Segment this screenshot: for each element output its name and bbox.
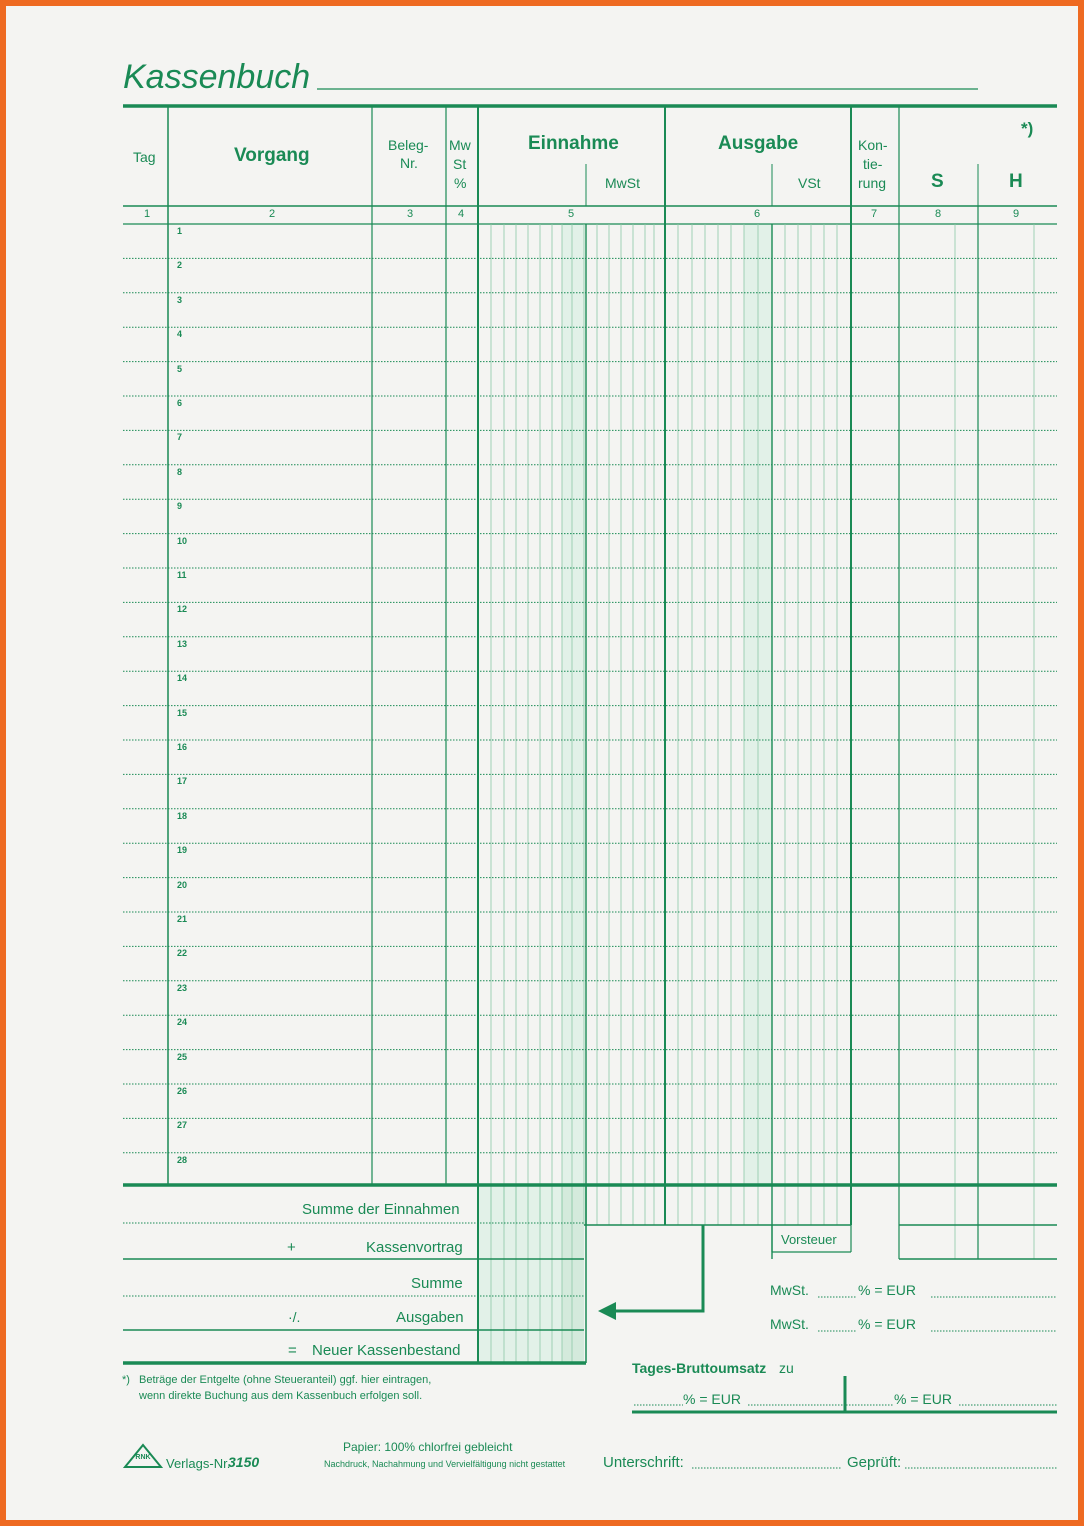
header-einnahme-mwst: MwSt: [605, 175, 640, 191]
row-number-25: 25: [177, 1051, 188, 1062]
row-number-20: 20: [177, 879, 188, 890]
row-number-15: 15: [177, 707, 188, 718]
footnote-line-2: wenn direkte Buchung aus dem Kassenbuch erfolgen soll.: [139, 1390, 423, 1402]
paper-note: Papier: 100% chlorfrei gebleicht: [343, 1440, 513, 1454]
column-number-7: 7: [871, 208, 878, 220]
form-grid: [6, 6, 1078, 1520]
row-number-28: 28: [177, 1154, 188, 1165]
row-number-9: 9: [177, 501, 183, 512]
footnote-line-1: Beträge der Entgelte (ohne Steueranteil) ggf. hier eintragen,: [139, 1374, 432, 1386]
column-number-2: 2: [269, 208, 276, 220]
header-kont-1: Kon-: [858, 137, 888, 153]
column-number-8: 8: [935, 208, 942, 220]
header-beleg-2: Nr.: [400, 155, 418, 171]
row-number-8: 8: [177, 466, 183, 477]
header-mw-3: %: [454, 175, 467, 191]
header-vorgang: Vorgang: [234, 145, 310, 166]
header-kont-2: tie-: [863, 156, 883, 172]
row-number-24: 24: [177, 1017, 188, 1028]
row-number-19: 19: [177, 845, 188, 856]
header-beleg-1: Beleg-: [388, 137, 429, 153]
column-number-3: 3: [407, 208, 414, 220]
row-number-18: 18: [177, 810, 188, 821]
row-number-12: 12: [177, 604, 188, 615]
header-mw-2: St: [453, 156, 467, 172]
row-number-17: 17: [177, 776, 188, 787]
cash-book-form: [6, 6, 1078, 1520]
header-mw-1: Mw: [449, 137, 471, 153]
verlag-label: Verlags-Nr.: [166, 1456, 231, 1471]
row-number-11: 11: [177, 570, 187, 580]
label-ausgaben: Ausgaben: [396, 1309, 464, 1326]
label-neuer-kassenbestand: Neuer Kassenbestand: [312, 1342, 461, 1359]
sign-equals: =: [288, 1342, 297, 1359]
column-number-6: 6: [754, 208, 761, 220]
row-number-10: 10: [177, 535, 188, 546]
arrow-line: [612, 1225, 703, 1311]
header-ausgabe: Ausgabe: [718, 133, 799, 154]
row-number-16: 16: [177, 742, 188, 752]
row-number-5: 5: [177, 363, 183, 374]
publisher-logo-icon: [123, 1443, 163, 1469]
column-number-9: 9: [1013, 208, 1020, 220]
label-summe-einnahmen: Summe der Einnahmen: [302, 1201, 460, 1218]
arrow-head-icon: [598, 1302, 616, 1320]
row-number-6: 6: [177, 398, 183, 408]
tages-pct-eur-2: % = EUR: [894, 1391, 952, 1407]
svg-text:RNK: RNK: [135, 1454, 151, 1461]
shaded-band-summary-dark: [562, 1185, 584, 1363]
row-number-23: 23: [177, 982, 188, 993]
header-h: H: [1009, 171, 1023, 192]
row-number-26: 26: [177, 1086, 188, 1096]
verlag-number: 3150: [228, 1454, 260, 1470]
label-summe: Summe: [411, 1275, 463, 1292]
form-title: Kassenbuch: [123, 58, 311, 96]
mwst-line-1-unit: % = EUR: [858, 1282, 916, 1298]
row-number-3: 3: [177, 294, 183, 305]
checked-label: Geprüft:: [847, 1454, 902, 1471]
footnote-mark: *): [122, 1374, 130, 1386]
sign-minus: ·/.: [288, 1309, 301, 1325]
row-number-22: 22: [177, 948, 188, 959]
label-vorsteuer: Vorsteuer: [781, 1232, 837, 1247]
header-kont-3: rung: [858, 175, 887, 191]
label-tages-bruttoumsatz: Tages-Bruttoumsatz: [632, 1360, 767, 1376]
row-number-14: 14: [177, 673, 188, 684]
header-einnahme: Einnahme: [528, 133, 619, 154]
mwst-line-2-unit: % = EUR: [858, 1316, 916, 1332]
mwst-line-2-label: MwSt.: [770, 1316, 809, 1332]
row-number-2: 2: [177, 260, 183, 271]
row-number-7: 7: [177, 432, 183, 443]
tages-pct-eur-1: % = EUR: [683, 1391, 741, 1407]
row-number-21: 21: [177, 914, 188, 924]
row-number-4: 4: [177, 329, 183, 340]
mwst-line-1-label: MwSt.: [770, 1282, 809, 1298]
column-number-1: 1: [144, 208, 151, 220]
column-number-5: 5: [568, 208, 575, 220]
sign-plus: +: [287, 1239, 296, 1256]
shaded-band-einnahme: [562, 224, 584, 1185]
column-number-4: 4: [458, 208, 465, 220]
copy-note: Nachdruck, Nachahmung und Vervielfältigung nicht gestattet: [324, 1459, 566, 1469]
header-ausgabe-vst: VSt: [798, 175, 821, 191]
header-footnote-mark: *): [1021, 119, 1034, 138]
signature-label: Unterschrift:: [603, 1454, 684, 1471]
row-number-27: 27: [177, 1120, 188, 1131]
label-tages-zu: zu: [779, 1360, 794, 1376]
header-s: S: [931, 171, 944, 192]
row-number-1: 1: [177, 226, 183, 236]
row-number-13: 13: [177, 638, 188, 649]
header-tag: Tag: [133, 149, 156, 165]
label-kassenvortrag: Kassenvortrag: [366, 1239, 463, 1256]
